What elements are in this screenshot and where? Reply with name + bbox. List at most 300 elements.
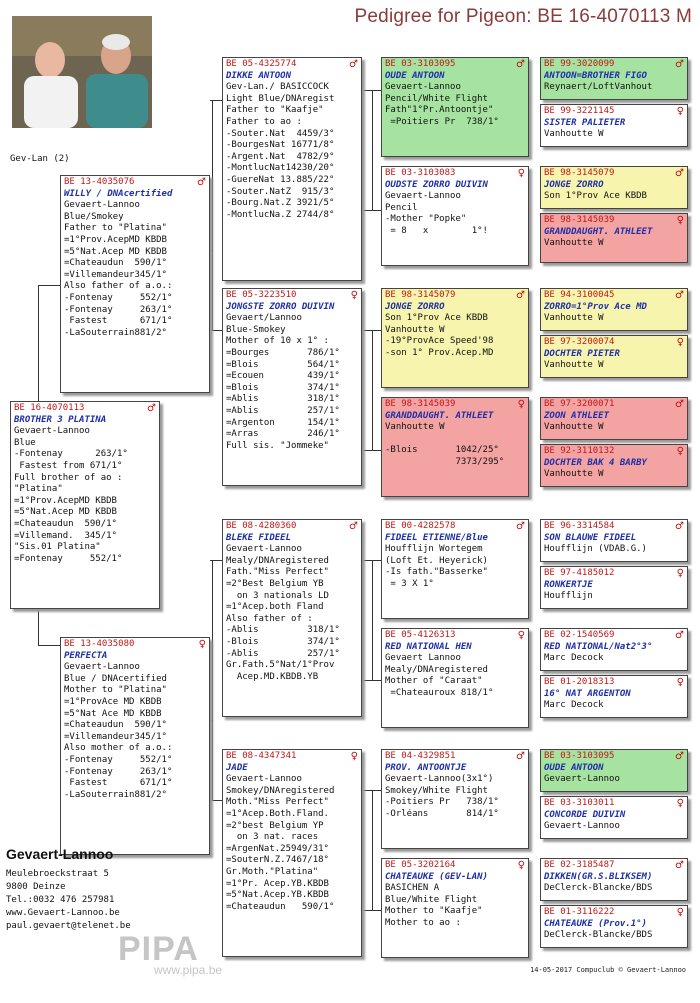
pigeon-detail-line: Son 1°Prov Ace KBDB	[385, 313, 488, 324]
female-sign-icon: ♀	[676, 446, 684, 457]
female-sign-icon: ♀	[676, 568, 684, 579]
ring-row	[544, 907, 684, 919]
pigeon-card-sds[interactable]	[381, 288, 529, 388]
pigeon-detail-line: -Souter.Nat 4459/3°	[226, 128, 335, 139]
pigeon-detail-line: Houfflijn Wortegem	[385, 544, 483, 555]
ring-row	[544, 798, 684, 810]
ring-row	[226, 751, 358, 763]
pigeon-detail-line: Blue	[14, 437, 36, 448]
ring-number: BE 13-4035076	[64, 177, 135, 187]
pigeon-detail-line: -GuereNat 13.885/22°	[226, 174, 335, 185]
pedigree-connector	[212, 100, 213, 330]
pigeon-name: ZOON ATHLEET	[544, 410, 610, 421]
pigeon-detail-line: -Fontenay 263/1°	[14, 449, 128, 460]
pigeon-detail-line: =1°Acep.Both.Fland.	[226, 808, 329, 819]
pigeon-name: OUDE ANTOON	[385, 70, 445, 81]
pedigree-connector	[362, 90, 381, 91]
pigeon-detail-line: =1°Prov.AcepMD KBDB	[64, 234, 167, 245]
pigeon-name: PERFECTA	[64, 650, 108, 661]
pigeon-detail-line: -Bourg.Nat.Z 3921/5°	[226, 198, 335, 209]
pigeon-card-g15[interactable]	[540, 858, 688, 901]
pigeon-detail-line: Smokey/DNAregistered	[226, 785, 335, 796]
pigeon-detail-line: Vanhoutte W	[544, 469, 604, 480]
pigeon-card-g6[interactable]	[540, 335, 688, 378]
pigeon-detail-line: =Ablis 318/1°	[226, 394, 340, 405]
pigeon-detail-line: =Chateaudun 590/1°	[14, 518, 117, 529]
ring-row	[385, 168, 525, 180]
pigeon-detail-line: Fastest 671/1°	[64, 316, 173, 327]
ring-row	[544, 568, 684, 580]
ring-number: BE 03-3103095	[544, 751, 615, 761]
pigeon-detail-line: Father to ao :	[226, 116, 302, 127]
pigeon-card-g14[interactable]	[540, 796, 688, 839]
pedigree-connector	[38, 609, 39, 645]
pedigree-connector	[210, 100, 222, 101]
pigeon-detail-line: =2°best Belgium YP	[226, 820, 324, 831]
pedigree-connector	[372, 790, 373, 910]
pigeon-card-dam[interactable]	[60, 637, 210, 855]
ring-number: BE 13-4035080	[64, 639, 135, 649]
pigeon-detail-line: Son 1°Prov Ace KBDB	[544, 191, 647, 202]
male-sign-icon: ♂	[675, 630, 684, 641]
pigeon-card-sd[interactable]	[222, 288, 362, 486]
pigeon-name: CHATEAUKE (Prov.1°)	[544, 918, 647, 929]
ring-number: BE 96-3314584	[544, 521, 615, 531]
pigeon-name: ZORRO=1°Prov Ace MD	[544, 301, 647, 312]
pigeon-name: JONGSTE ZORRO DUIVIN	[226, 301, 335, 312]
pigeon-detail-line: =Argenton 154/1°	[226, 417, 340, 428]
pigeon-detail-line: Full brother of ao :	[14, 472, 123, 483]
pedigree-connector	[210, 720, 213, 721]
pigeon-detail-line: Gevaert-Lannoo	[14, 426, 90, 437]
pigeon-detail-line: =Blois 564/1°	[226, 359, 340, 370]
pigeon-detail-line: =Bourges 786/1°	[226, 347, 340, 358]
pigeon-name: OUDSTE ZORRO DUIVIN	[385, 179, 488, 190]
ring-row	[544, 290, 684, 302]
ring-row	[385, 630, 525, 642]
pigeon-detail-line: = 8 x 1°!	[385, 225, 488, 236]
pigeon-detail-line: -Ablis 257/1°	[226, 648, 340, 659]
pigeon-detail-line: Smokey/White Flight	[385, 785, 488, 796]
pigeon-detail-line: Blue/White Flight	[385, 894, 478, 905]
pigeon-detail-line: =Ecouen 439/1°	[226, 371, 340, 382]
male-sign-icon: ♂	[516, 521, 525, 532]
ring-number: BE 98-3145079	[544, 168, 615, 178]
ring-number: BE 03-3103011	[544, 798, 615, 808]
pigeon-card-ds[interactable]	[222, 519, 362, 717]
pigeon-name: SON BLAUWE FIDEEL	[544, 532, 637, 543]
ring-row	[385, 290, 525, 302]
pigeon-name: OUDE ANTOON	[544, 762, 604, 773]
pedigree-connector	[210, 330, 222, 331]
pigeon-card-g5[interactable]	[540, 288, 688, 331]
pigeon-detail-line: Gev-Lan./ BASICCOCK	[226, 82, 329, 93]
male-sign-icon: ♂	[516, 59, 525, 70]
pigeon-name: JONGE ZORRO	[385, 301, 445, 312]
pigeon-detail-line: Also father of a.o.:	[64, 281, 173, 292]
pigeon-detail-line: "Platina"	[14, 484, 63, 495]
pigeon-detail-line: Fastest 671/1°	[64, 778, 173, 789]
ring-number: BE 01-3116222	[544, 907, 615, 917]
pigeon-detail-line: Mealy/DNAregistered	[226, 555, 329, 566]
pigeon-detail-line: -Fontenay 552/1°	[64, 754, 173, 765]
pigeon-detail-line: Marc Decock	[544, 700, 604, 711]
pigeon-detail-line: Mother to "Kaafje"	[385, 906, 483, 917]
pigeon-detail-line	[385, 434, 525, 446]
male-sign-icon: ♂	[675, 521, 684, 532]
pigeon-detail-line: Mealy/DNAregistered	[385, 664, 488, 675]
pigeon-card-g16[interactable]	[540, 905, 688, 948]
pigeon-name: SISTER PALIETER	[544, 117, 626, 128]
ring-number: BE 08-4347341	[226, 751, 297, 761]
pigeon-detail-line: -LaSouterrain881/2°	[64, 789, 167, 800]
pigeon-card-g9[interactable]	[540, 519, 688, 562]
pigeon-detail-line: -Fontenay 552/1°	[64, 292, 173, 303]
pigeon-detail-line: Moth."Miss Perfect"	[226, 797, 329, 808]
pigeon-detail-line: -Mother "Popke"	[385, 214, 467, 225]
pigeon-detail-line: (Loft Et. Heyerick)	[385, 555, 488, 566]
pigeon-name: RONKERTJE	[544, 579, 593, 590]
pigeon-detail-line: =Chateaudun 590/1°	[64, 258, 167, 269]
ring-row	[226, 59, 358, 71]
pigeon-detail-line: "Sis.01 Platina"	[14, 542, 101, 553]
pigeon-detail-line: -Blois 1042/25°	[385, 445, 499, 456]
pigeon-detail-line: -Ablis 318/1°	[226, 625, 340, 636]
ring-number: BE 01-2018313	[544, 677, 615, 687]
pedigree-connector	[362, 210, 381, 211]
pigeon-card-g11[interactable]	[540, 628, 688, 671]
pigeon-card-subject[interactable]	[10, 401, 160, 609]
ring-row	[226, 521, 358, 533]
pigeon-detail-line: Vanhoutte W	[544, 129, 604, 140]
ring-row	[226, 290, 358, 302]
ring-number: BE 99-3221145	[544, 106, 615, 116]
pigeon-detail-line: Vanhoutte W	[385, 422, 445, 433]
ring-number: BE 16-4070113	[14, 403, 85, 413]
pipa-watermark-url: www.pipa.be	[154, 963, 223, 977]
pigeon-detail-line: Mother to ao :	[385, 917, 461, 928]
pigeon-card-dsd[interactable]	[381, 628, 529, 728]
pigeon-detail-line: Vanhoutte W	[385, 324, 445, 335]
ring-number: BE 05-3223510	[226, 290, 297, 300]
pigeon-card-g10[interactable]	[540, 566, 688, 609]
ring-number: BE 03-3103083	[385, 168, 456, 178]
ring-number: BE 02-1540569	[544, 630, 615, 640]
ring-number: BE 97-3200071	[544, 399, 615, 409]
pedigree-connector	[372, 560, 373, 680]
ring-row	[544, 106, 684, 118]
pigeon-detail-line: on 3 nat. races	[226, 832, 319, 843]
pigeon-card-ssd[interactable]	[381, 166, 529, 266]
pedigree-connector	[362, 790, 381, 791]
pigeon-detail-line: Acep.MD.KBDB.YB	[226, 671, 319, 682]
pigeon-detail-line: Also father of :	[226, 613, 313, 624]
female-sign-icon: ♀	[676, 677, 684, 688]
male-sign-icon: ♂	[675, 860, 684, 871]
breeder-info	[6, 846, 131, 933]
female-sign-icon: ♀	[517, 399, 525, 410]
pigeon-detail-line: -Fontenay 263/1°	[64, 766, 173, 777]
pigeon-detail-line: -Argent.Nat 4782/9°	[226, 151, 335, 162]
ring-number: BE 08-4280360	[226, 521, 297, 531]
pigeon-detail-line: Fath."Miss Perfect"	[226, 567, 329, 578]
pigeon-card-sss[interactable]	[381, 57, 529, 157]
pigeon-detail-line: =Villemandeur345/1°	[64, 269, 167, 280]
pigeon-name: FIDEEL ETIENNE/Blue	[385, 532, 488, 543]
pigeon-detail-line: Gevaert-Lannoo	[226, 544, 302, 555]
pigeon-detail-line: -19°ProvAce Speed'98	[385, 336, 494, 347]
male-sign-icon: ♂	[516, 290, 525, 301]
pigeon-name: JONGE ZORRO	[544, 179, 604, 190]
pigeon-name: CONCORDE DUIVIN	[544, 809, 626, 820]
pigeon-detail-line: Also mother of a.o.:	[64, 743, 173, 754]
pigeon-detail-line: -Souter.NatZ 915/3°	[226, 186, 335, 197]
pigeon-detail-line: =Fontenay 552/1°	[14, 553, 123, 564]
pigeon-card-g13[interactable]	[540, 749, 688, 792]
pigeon-name: GRANDDAUGHT. ATHLEET	[385, 410, 494, 421]
pigeon-detail-line: Reynaert/LoftVanhout	[544, 82, 653, 93]
pigeon-card-dss[interactable]	[381, 519, 529, 619]
pigeon-detail-line: Blue-Smokey	[226, 324, 286, 335]
ring-number: BE 99-3020099	[544, 59, 615, 69]
pigeon-detail-line: Blue/Smokey	[64, 211, 124, 222]
pigeon-detail-line: Gevaert-Lannoo	[64, 200, 140, 211]
male-sign-icon: ♂	[675, 59, 684, 70]
pigeon-card-g8[interactable]	[540, 444, 688, 487]
pigeon-detail-line: Marc Decock	[544, 653, 604, 664]
pigeon-card-ddd[interactable]	[381, 858, 529, 958]
pigeon-detail-line: on 3 nationals LD	[226, 590, 329, 601]
pigeon-detail-line: =5°Nat.Acep MD KBDB	[64, 246, 167, 257]
ring-row	[385, 521, 525, 533]
male-sign-icon: ♂	[147, 403, 156, 414]
pigeon-detail-line: =2°Best Belgium YB	[226, 578, 324, 589]
breeder-email[interactable]: paul.gevaert@telenet.be	[6, 921, 131, 931]
pigeon-card-dds[interactable]	[381, 749, 529, 849]
breeder-phone: Tel.:0032 476 257981	[6, 895, 115, 905]
female-sign-icon: ♀	[517, 168, 525, 179]
ring-number: BE 92-3110132	[544, 446, 615, 456]
ring-row	[385, 860, 525, 872]
ring-row	[544, 860, 684, 872]
pipa-watermark-logo: PIPA	[118, 930, 199, 968]
pigeon-name: JADE	[226, 762, 248, 773]
ring-row	[544, 399, 684, 411]
male-sign-icon: ♂	[349, 521, 358, 532]
ring-row	[544, 677, 684, 689]
pedigree-connector	[362, 680, 381, 681]
pigeon-detail-line: Mother of 10 x 1° :	[226, 336, 329, 347]
pedigree-connector	[362, 560, 381, 561]
pigeon-detail-line: Gevaert-Lannoo	[226, 774, 302, 785]
pigeon-detail-line: = 3 X 1°	[385, 578, 434, 589]
pedigree-connector	[38, 285, 39, 401]
pigeon-card-g2[interactable]	[540, 104, 688, 147]
pigeon-detail-line: Gevaert-Lannoo	[544, 774, 620, 785]
pigeon-detail-line: =Poitiers Pr 738/1°	[385, 116, 499, 127]
pigeon-detail-line: Fastest from 671/1°	[14, 460, 123, 471]
pigeon-detail-line: =1°Prov.AcepMD KBDB	[14, 495, 117, 506]
pigeon-detail-line: -Poitiers Pr 738/1°	[385, 797, 499, 808]
pigeon-detail-line: -BourgesNat 16771/8°	[226, 140, 335, 151]
pigeon-name: PROV. ANTOONTJE	[385, 762, 467, 773]
pigeon-detail-line: Gevaert-Lannoo(3x1°)	[385, 774, 494, 785]
ring-row	[544, 751, 684, 763]
pigeon-detail-line: Gevaert-Lannoo	[544, 821, 620, 832]
pedigree-connector	[362, 450, 381, 451]
pedigree-connector	[210, 800, 222, 801]
ring-row	[385, 399, 525, 411]
pigeon-detail-line: Houfflijn	[544, 591, 593, 602]
pigeon-name: DOCHTER BAK 4 BARBY	[544, 457, 647, 468]
ring-number: BE 05-4325774	[226, 59, 297, 69]
pigeon-name: CHATEAUKE (GEV-LAN)	[385, 871, 488, 882]
female-sign-icon: ♀	[350, 290, 358, 301]
pigeon-detail-line: Pencil	[385, 202, 418, 213]
male-sign-icon: ♂	[349, 59, 358, 70]
male-sign-icon: ♂	[675, 168, 684, 179]
pigeon-card-ss[interactable]	[222, 57, 362, 281]
pigeon-name: DOCHTER PIETER	[544, 348, 620, 359]
pigeon-detail-line: =5°Nat.Acep.YB.KBDB	[226, 890, 329, 901]
pigeon-name: 16° NAT ARGENTON	[544, 688, 631, 699]
pedigree-connector	[38, 645, 60, 646]
pigeon-detail-line: Mother of "Caraat"	[385, 676, 483, 687]
pigeon-name: DIKKE ANTOON	[226, 70, 292, 81]
breeder-city: 9800 Deinze	[6, 882, 66, 892]
pigeon-detail-line: Blue / DNAcertified	[64, 673, 167, 684]
pedigree-connector	[362, 330, 381, 331]
pigeon-detail-line: =Blois 374/1°	[226, 382, 340, 393]
pipa-watermark	[118, 930, 222, 977]
pigeon-card-g4[interactable]	[540, 213, 688, 263]
pedigree-connector	[372, 90, 373, 210]
pigeon-detail-line: Vanhoutte W	[544, 238, 604, 249]
pigeon-detail-line: Gr.Fath.5°Nat/1°Prov	[226, 660, 335, 671]
pigeon-card-g12[interactable]	[540, 675, 688, 718]
pigeon-detail-line: Gevaert-Lannoo	[64, 662, 140, 673]
breeder-address: Meulebroeckstraat 5	[6, 869, 109, 879]
male-sign-icon: ♂	[675, 399, 684, 410]
ring-number: BE 98-3145079	[385, 290, 456, 300]
breeder-website[interactable]: www.Gevaert-Lannoo.be	[6, 908, 120, 918]
ring-number: BE 02-3185487	[544, 860, 615, 870]
pigeon-detail-line: Mother to "Platina"	[64, 685, 167, 696]
page-title: Pedigree for Pigeon: BE 16-4070113 M	[354, 6, 692, 27]
pigeon-detail-line: Gevaert Lannoo	[385, 653, 461, 664]
pigeon-detail-line: -Fontenay 263/1°	[64, 304, 173, 315]
pigeon-detail-line: =1°ProvAce MD KBDB	[64, 696, 162, 707]
ring-row	[544, 521, 684, 533]
pigeon-name: RED NATIONAL/Nat2°3°	[544, 641, 653, 652]
pigeon-detail-line: =1°Acep.both Fland	[226, 602, 324, 613]
pigeon-card-sdd[interactable]	[381, 397, 529, 497]
ring-row	[544, 446, 684, 458]
ring-row	[544, 215, 684, 227]
pigeon-card-g7[interactable]	[540, 397, 688, 440]
breeder-name: Gevaert-Lannoo	[6, 846, 114, 862]
pigeon-name: RED NATIONAL HEN	[385, 641, 472, 652]
female-sign-icon: ♀	[350, 751, 358, 762]
pigeon-detail-line: =Chateaudun 590/1°	[226, 901, 335, 912]
ring-row	[385, 59, 525, 71]
ring-row	[64, 177, 206, 189]
pedigree-connector	[372, 330, 373, 450]
pigeon-name: BLEKE FIDEEL	[226, 532, 292, 543]
pigeon-detail-line: =Villemand. 345/1°	[14, 530, 117, 541]
pigeon-detail-line: Vanhoutte W	[544, 422, 604, 433]
pigeon-detail-line: =5°Nat.Acep MD KBDB	[14, 507, 117, 518]
ring-number: BE 98-3145039	[385, 399, 456, 409]
pigeon-name: WILLY / DNAcertified	[64, 188, 173, 199]
ring-number: BE 94-3100045	[544, 290, 615, 300]
breeder-photo	[12, 16, 152, 128]
female-sign-icon: ♀	[517, 860, 525, 871]
pigeon-card-g1[interactable]	[540, 57, 688, 100]
pigeon-card-dd[interactable]	[222, 749, 362, 957]
ring-row	[544, 168, 684, 180]
pigeon-name: DIKKEN(GR.S.BLIKSEM)	[544, 871, 653, 882]
pigeon-detail-line: -son 1° Prov.Acep.MD	[385, 347, 494, 358]
pigeon-detail-line: Houfflijn (VDAB.G.)	[544, 544, 647, 555]
female-sign-icon: ♀	[676, 907, 684, 918]
ring-number: BE 03-3103095	[385, 59, 456, 69]
pigeon-detail-line: =SouterN.Z.7467/18°	[226, 855, 329, 866]
pigeon-detail-line: Father to "Kaafje"	[226, 105, 324, 116]
pigeon-card-sire[interactable]	[60, 175, 210, 393]
pedigree-connector	[212, 560, 213, 800]
female-sign-icon: ♀	[676, 106, 684, 117]
ring-number: BE 97-3200074	[544, 337, 615, 347]
pigeon-detail-line: Fath"1°Pr.Antoontje"	[385, 105, 494, 116]
ring-number: BE 98-3145039	[544, 215, 615, 225]
male-sign-icon: ♂	[197, 177, 206, 188]
ring-number: BE 05-4126313	[385, 630, 456, 640]
female-sign-icon: ♀	[676, 215, 684, 226]
pigeon-detail-line: =Chateauroux 818/1°	[385, 687, 494, 698]
female-sign-icon: ♀	[676, 798, 684, 809]
ring-row	[64, 639, 206, 651]
ring-number: BE 04-4329851	[385, 751, 456, 761]
pigeon-detail-line: =Chateaudun 590/1°	[64, 720, 167, 731]
pigeon-detail-line: =Villemandeur345/1°	[64, 731, 167, 742]
pigeon-card-g3[interactable]	[540, 166, 688, 209]
pigeon-detail-line: Full sis. "Jommeke"	[226, 440, 329, 451]
female-sign-icon: ♀	[198, 639, 206, 650]
female-sign-icon: ♀	[517, 630, 525, 641]
pedigree-connector	[210, 560, 222, 561]
ring-row	[544, 630, 684, 642]
pigeon-detail-line: Father to "Platina"	[64, 223, 167, 234]
pigeon-detail-line: -Is fath."Basserke"	[385, 567, 488, 578]
pigeon-detail-line: =Ablis 257/1°	[226, 405, 340, 416]
pigeon-detail-line: -Blois 374/1°	[226, 636, 340, 647]
ring-number: BE 05-3202164	[385, 860, 456, 870]
pigeon-detail-line: -MontlucNa.Z 2744/8°	[226, 209, 335, 220]
pigeon-detail-line: =Arras 246/1°	[226, 429, 340, 440]
pedigree-connector	[38, 285, 60, 286]
pigeon-detail-line: -Orléans 814/1°	[385, 808, 499, 819]
ring-row	[14, 403, 156, 415]
pigeon-detail-line: Gr.Moth."Platina"	[226, 866, 319, 877]
ring-number: BE 00-4282578	[385, 521, 456, 531]
pigeon-detail-line: Gevaert/Lannoo	[226, 313, 302, 324]
female-sign-icon: ♀	[676, 337, 684, 348]
pigeon-detail-line: DeClerck-Blancke/BDS	[544, 930, 653, 941]
breeder-photo-image	[12, 16, 152, 128]
ring-row	[544, 337, 684, 349]
pigeon-detail-line: 7373/295°	[385, 456, 505, 467]
